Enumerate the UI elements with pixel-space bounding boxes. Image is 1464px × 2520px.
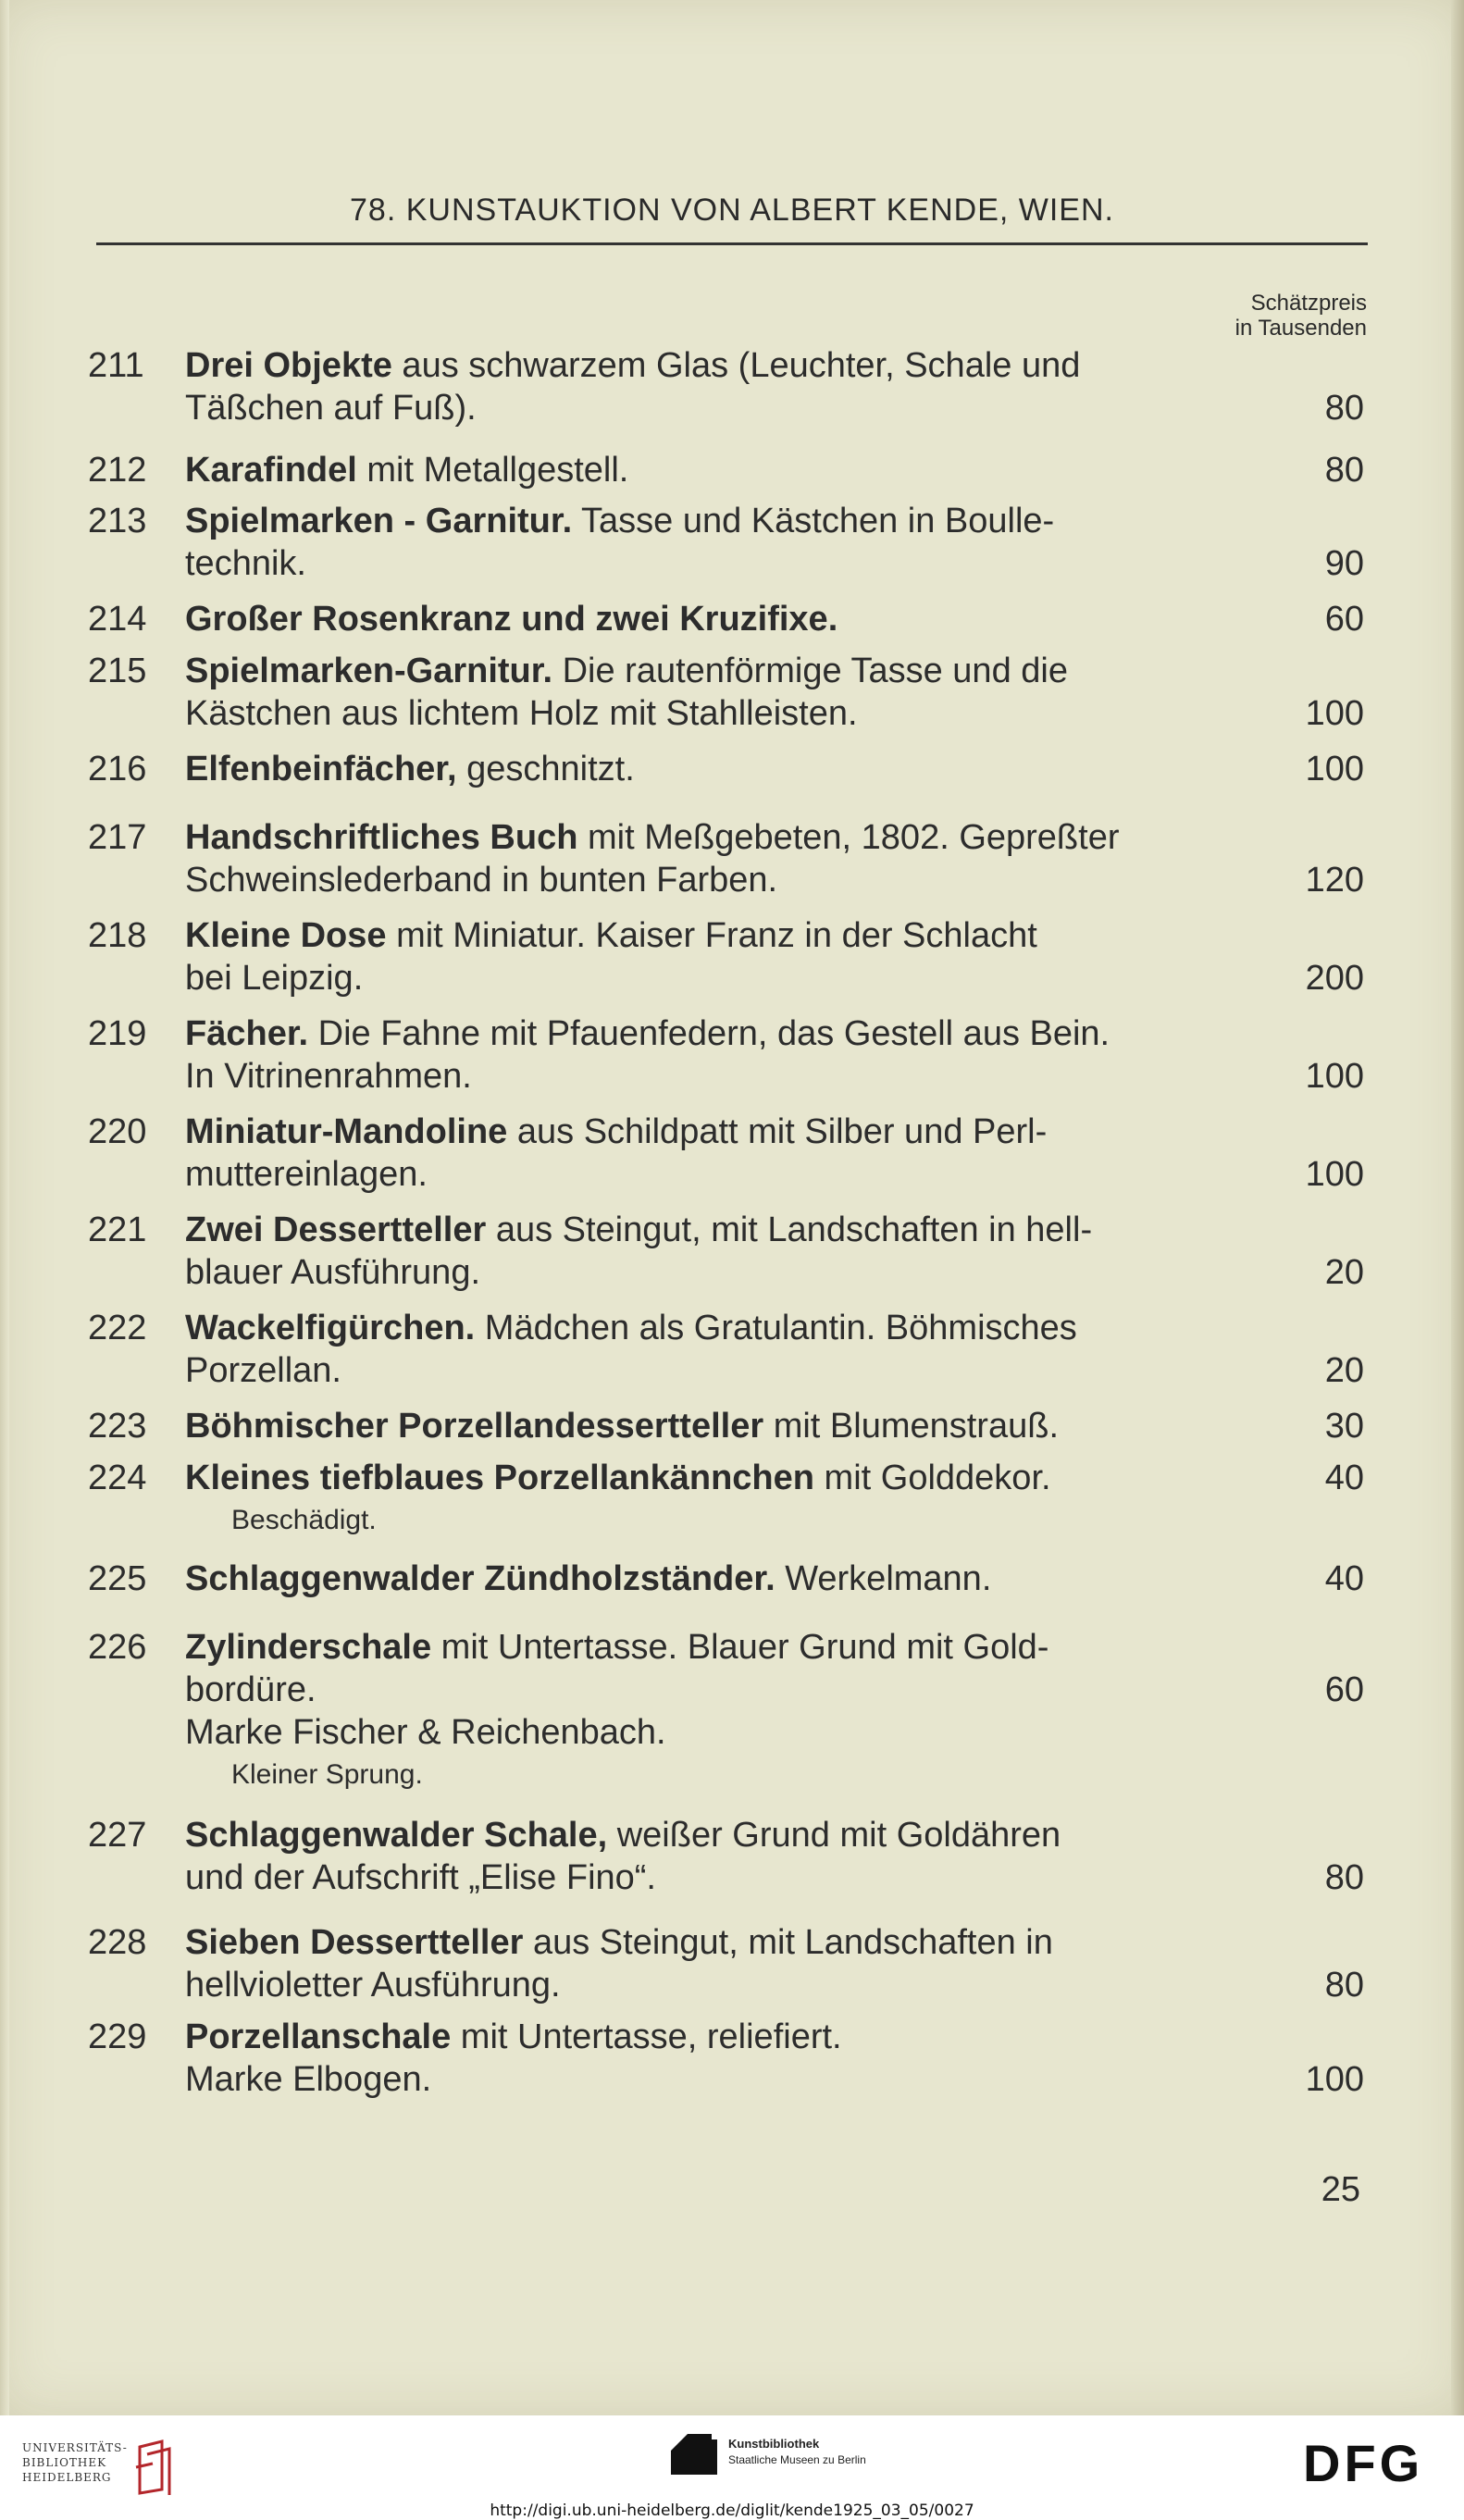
lot-title: Drei Objekte (185, 346, 392, 385)
lot-description (185, 1307, 1240, 1392)
lot-text: weißer Grund mit Goldähren (607, 1816, 1061, 1855)
lot-text: mit Miniatur. Kaiser Franz in der Schlacht (386, 916, 1037, 955)
lot-number: 211 (88, 346, 144, 385)
lot-text: Porzellan. (185, 1351, 341, 1390)
description-line (185, 2016, 1240, 2058)
lot-description (185, 1921, 1240, 2006)
page-url[interactable]: http://digi.ub.uni-heidelberg.de/diglit/kende1925_03_05/0027 (490, 2501, 974, 2520)
lot-number: 229 (88, 2017, 147, 2056)
lot-estimate: 100 (1305, 694, 1364, 733)
lot-number: 226 (88, 1628, 147, 1667)
lot-estimate: 40 (1324, 1559, 1364, 1598)
lot-text: blauer Ausführung. (185, 1253, 481, 1292)
description-line (185, 1055, 1240, 1098)
lot-number: 227 (88, 1816, 147, 1855)
lot-number: 224 (88, 1459, 147, 1497)
lot-text: mit Meßgebeten, 1802. Gepreßter (577, 818, 1120, 857)
lot-text: Werkelmann. (775, 1559, 992, 1598)
lot-title: Wackelfigürchen. (185, 1309, 476, 1347)
lot-title: Elfenbeinfächer, (185, 750, 457, 788)
lot-title: Sieben Dessertteller (185, 1923, 524, 1962)
lot-text: mit Untertasse. Blauer Grund mit Gold- (431, 1628, 1049, 1667)
lot-number: 222 (88, 1309, 147, 1347)
lot-estimate: 120 (1305, 861, 1364, 900)
lot-number: 223 (88, 1407, 147, 1446)
description-line (185, 1349, 1240, 1392)
lot-number: 225 (88, 1559, 147, 1598)
price-header-line1: Schätzpreis (1250, 291, 1367, 316)
dfg-text: DFG (1303, 2437, 1424, 2485)
lot-text: bordüre. (185, 1670, 316, 1709)
lot-number: 218 (88, 916, 147, 955)
lot-description (185, 1558, 1240, 1600)
lot-text: mit Untertasse, reliefiert. (451, 2017, 842, 2056)
lot-text: Marke Elbogen. (185, 2060, 432, 2099)
lot-estimate: 60 (1324, 1670, 1364, 1709)
lot-estimate: 100 (1305, 1057, 1364, 1096)
description-line (185, 1711, 1240, 1754)
lot-description (185, 449, 1240, 491)
lot-note: Kleiner Sprung. (231, 1759, 423, 1790)
lot-title: Miniatur-Mandoline (185, 1112, 508, 1151)
lot-text: aus Schildpatt mit Silber und Perl- (507, 1112, 1048, 1151)
kunstbibliothek-logo-icon[interactable] (671, 2434, 717, 2478)
description-line (185, 650, 1240, 692)
description-line (185, 1307, 1240, 1349)
description-line (185, 1111, 1240, 1153)
description-line (185, 344, 1240, 387)
lot-text: aus Steingut, mit Landschaften in hell- (486, 1210, 1093, 1249)
kb-title: Kunstbibliothek (728, 2437, 820, 2451)
description-line (185, 1964, 1240, 2006)
lot-number: 213 (88, 502, 147, 540)
lot-description (185, 1111, 1240, 1196)
lot-text: Kästchen aus lichtem Holz mit Stahlleisten. (185, 694, 858, 733)
description-line (185, 914, 1240, 957)
lot-text: aus Steingut, mit Landschaften in (523, 1923, 1053, 1962)
lot-text: In Vitrinenrahmen. (185, 1057, 472, 1096)
lot-estimate: 100 (1305, 2060, 1364, 2099)
lot-title: Kleines tiefblaues Porzellankännchen (185, 1459, 814, 1497)
description-line (185, 1209, 1240, 1251)
lot-number: 228 (88, 1923, 147, 1962)
lot-title: Fächer. (185, 1014, 309, 1053)
lot-estimate: 20 (1324, 1253, 1364, 1292)
description-line (185, 748, 1240, 790)
lot-description (185, 1457, 1240, 1542)
lot-estimate: 100 (1305, 750, 1364, 788)
lot-description (185, 1012, 1240, 1098)
lot-description (185, 914, 1240, 999)
description-line (185, 1669, 1240, 1711)
lot-text: bei Leipzig. (185, 959, 364, 998)
description-line (185, 1405, 1240, 1447)
lot-estimate: 80 (1324, 389, 1364, 428)
lot-title: Böhmischer Porzellandessertteller (185, 1407, 764, 1446)
kb-subtitle: Staatliche Museen zu Berlin (728, 2453, 866, 2466)
lot-description (185, 1626, 1240, 1796)
price-header-line2: in Tausenden (1234, 316, 1367, 341)
description-line (185, 2058, 1240, 2101)
lot-number: 216 (88, 750, 147, 788)
lot-title: Kleine Dose (185, 916, 387, 955)
lot-description (185, 2016, 1240, 2101)
lot-number: 220 (88, 1112, 147, 1151)
description-line (185, 1814, 1240, 1856)
lot-title: Zylinderschale (185, 1628, 432, 1667)
lot-text: geschnitzt. (456, 750, 635, 788)
lot-description (185, 500, 1240, 585)
description-line (185, 1558, 1240, 1600)
description-line (185, 1921, 1240, 1964)
lot-text: Mädchen als Gratulantin. Böhmisches (475, 1309, 1077, 1347)
price-column-header (1235, 291, 1367, 341)
uni-logo-line1: UNIVERSITÄTS- (22, 2441, 128, 2454)
kunstbibliothek-label (728, 2436, 866, 2468)
lot-estimate: 20 (1324, 1351, 1364, 1390)
description-line (185, 542, 1240, 585)
lot-number: 214 (88, 600, 147, 639)
description-line (185, 1626, 1240, 1669)
description-line (185, 1012, 1240, 1055)
lot-number: 219 (88, 1014, 147, 1053)
lot-text: aus schwarzem Glas (Leuchter, Schale und (391, 346, 1081, 385)
lot-description (185, 650, 1240, 735)
lot-estimate: 80 (1324, 1966, 1364, 2005)
lot-number: 212 (88, 451, 147, 490)
uni-logo-line3: HEIDELBERG (22, 2471, 112, 2484)
lot-description (185, 344, 1240, 429)
page-edge-left (0, 0, 9, 2415)
dfg-logo[interactable] (1303, 2437, 1442, 2485)
lot-estimate: 80 (1324, 1858, 1364, 1897)
lot-text: und der Aufschrift „Elise Fino“. (185, 1858, 656, 1897)
lot-estimate: 100 (1305, 1155, 1364, 1194)
lot-description (185, 1209, 1240, 1294)
lot-title: Spielmarken - Garnitur. (185, 502, 573, 540)
lot-text: Marke Fischer & Reichenbach. (185, 1713, 666, 1752)
lot-title: Handschriftliches Buch (185, 818, 578, 857)
description-line (185, 957, 1240, 999)
lot-title: Schlaggenwalder Zündholzständer. (185, 1559, 775, 1598)
lot-title: Großer Rosenkranz und zwei Kruzifixe. (185, 600, 838, 639)
description-line (185, 598, 1240, 640)
lot-description (185, 1814, 1240, 1899)
lot-text: hellvioletter Ausführung. (185, 1966, 561, 2005)
lot-text: Die Fahne mit Pfauenfedern, das Gestell aus Bein. (308, 1014, 1110, 1053)
description-line (185, 387, 1240, 429)
lot-description (185, 1405, 1240, 1447)
description-line (185, 1153, 1240, 1196)
lot-estimate: 90 (1324, 544, 1364, 583)
lot-description (185, 748, 1240, 790)
lot-number: 221 (88, 1210, 147, 1249)
description-line (185, 1856, 1240, 1899)
page-edge-right (1451, 0, 1464, 2415)
lot-estimate: 200 (1305, 959, 1364, 998)
description-line (185, 859, 1240, 901)
running-head: 78. KUNSTAUKTION VON ALBERT KENDE, WIEN. (350, 192, 1114, 228)
lot-title: Spielmarken-Garnitur. (185, 652, 553, 690)
lot-note: Beschädigt. (231, 1505, 377, 1535)
lot-text: Täßchen auf Fuß). (185, 389, 477, 428)
lot-text: mit Golddekor. (814, 1459, 1051, 1497)
page-number: 25 (1321, 2170, 1360, 2209)
lot-description (185, 598, 1240, 640)
lot-estimate: 30 (1324, 1407, 1364, 1446)
lot-estimate: 40 (1324, 1459, 1364, 1497)
lot-text: Schweinslederband in bunten Farben. (185, 861, 778, 900)
header-rule (96, 242, 1368, 245)
lot-text: muttereinlagen. (185, 1155, 428, 1194)
description-line (185, 816, 1240, 859)
lot-text: Die rautenförmige Tasse und die (552, 652, 1068, 690)
description-line (185, 500, 1240, 542)
uni-logo-line2: BIBLIOTHEK (22, 2456, 107, 2469)
lot-number: 215 (88, 652, 147, 690)
lot-text: technik. (185, 544, 306, 583)
lot-text: Tasse und Kästchen in Boulle- (572, 502, 1055, 540)
lot-estimate: 80 (1324, 451, 1364, 490)
heidelberg-library-icon[interactable] (134, 2438, 179, 2497)
lot-title: Schlaggenwalder Schale, (185, 1816, 608, 1855)
lot-estimate: 60 (1324, 600, 1364, 639)
description-line (185, 1457, 1240, 1499)
lot-text: mit Metallgestell. (356, 451, 629, 490)
heidelberg-library-logo-text[interactable] (22, 2440, 128, 2485)
lot-text: mit Blumenstrauß. (763, 1407, 1060, 1446)
lot-number: 217 (88, 818, 147, 857)
lot-description (185, 816, 1240, 901)
description-line (185, 449, 1240, 491)
lot-title: Karafindel (185, 451, 357, 490)
description-line (185, 1251, 1240, 1294)
lot-title: Porzellanschale (185, 2017, 452, 2056)
lot-title: Zwei Dessertteller (185, 1210, 487, 1249)
description-line (185, 692, 1240, 735)
